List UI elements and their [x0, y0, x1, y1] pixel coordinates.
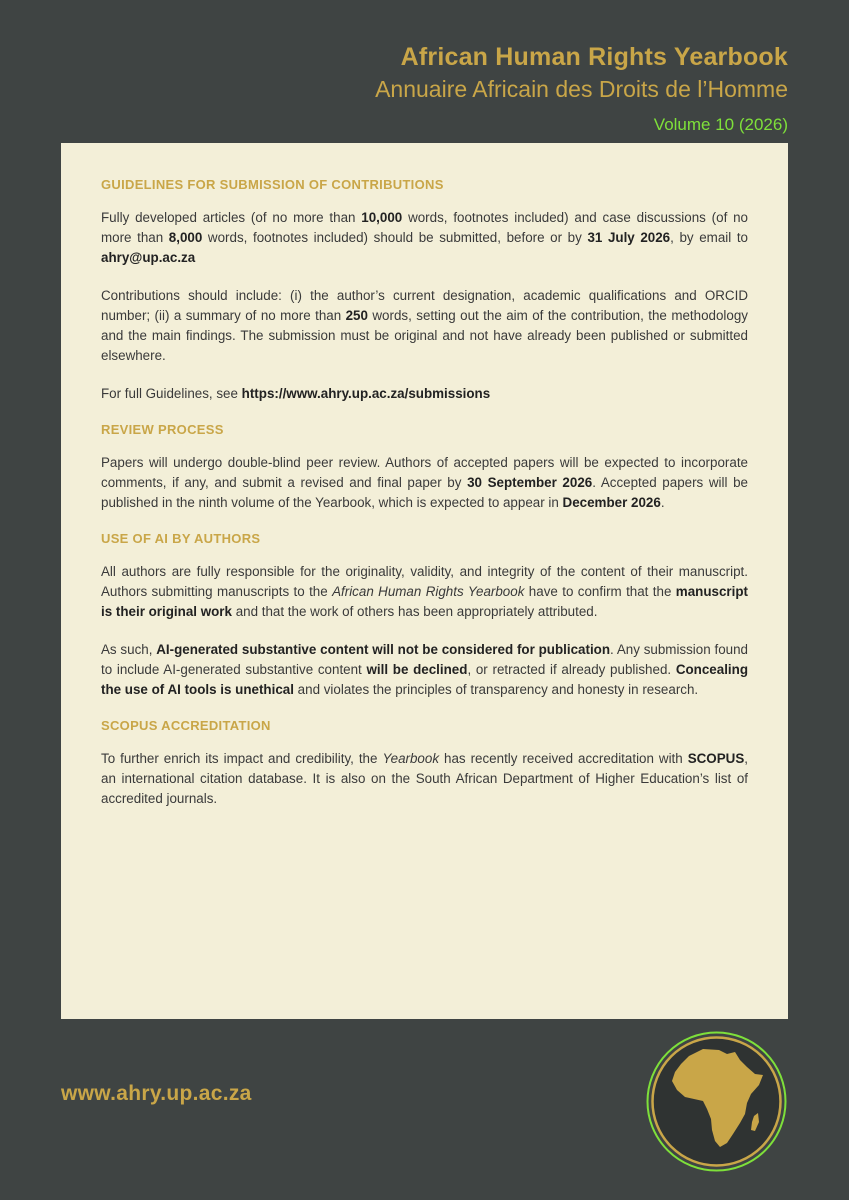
- submissions-link[interactable]: https://www.ahry.up.ac.za/submissions: [241, 386, 491, 401]
- guidelines-paragraph-1: Fully developed articles (of no more than 10,000 words, footnotes included) and case discussions (of no more than 8,000 words, footnotes included) should be submitted, before or by 31 July 2026, by email to ahry@up.ac.za: [101, 210, 748, 265]
- scopus-paragraph: To further enrich its impact and credibility, the Yearbook has recently received accreditation with SCOPUS, an international citation database. It is also on the South African Department of Higher Education’s list of accredited journals.: [101, 751, 748, 806]
- guidelines-paragraph-2: Contributions should include: (i) the author’s current designation, academic qualifications and ORCID number; (ii) a summary of no more than 250 words, setting out the aim of the contribution, the methodology and the main findings. The submission must be original and not have already been published or submitted elsewhere.: [101, 288, 748, 363]
- ai-paragraph-2: As such, AI-generated substantive content will not be considered for publication. Any submission found to include AI-generated substantive content will be declined, or retracted if already published. Concealing the use of AI tools is unethical and violates the principles of transparency and honesty in research.: [101, 642, 748, 697]
- heading-scopus: SCOPUS ACCREDITATION: [101, 718, 271, 733]
- heading-guidelines: GUIDELINES FOR SUBMISSION OF CONTRIBUTIONS: [101, 177, 444, 192]
- footer-website-link[interactable]: www.ahry.up.ac.za: [61, 1082, 252, 1105]
- guidelines-paragraph-3: For full Guidelines, see https://www.ahry.up.ac.za/submissions: [101, 386, 491, 401]
- volume-label: Volume 10 (2026): [653, 115, 788, 134]
- page-header: [375, 40, 788, 137]
- heading-ai: USE OF AI BY AUTHORS: [101, 531, 261, 546]
- email-link[interactable]: ahry@up.ac.za: [101, 250, 196, 265]
- africa-map-logo-icon: [645, 1030, 788, 1173]
- review-paragraph: Papers will undergo double-blind peer review. Authors of accepted papers will be expected to incorporate comments, if any, and submit a revised and final paper by 30 September 2026. Accepted papers will be published in the ninth volume of the Yearbook, which is expected to appear in December 2026.: [101, 455, 748, 510]
- ai-paragraph-1: All authors are fully responsible for the originality, validity, and integrity of the content of their manuscript. Authors submitting manuscripts to the African Human Rights Yearbook have to confirm that the manuscript is their original work and that the work of others has been appropriately attributed.: [101, 564, 748, 619]
- title-english: African Human Rights Yearbook: [400, 43, 788, 71]
- title-french: Annuaire Africain des Droits de l’Homme: [375, 76, 788, 102]
- heading-review: REVIEW PROCESS: [101, 422, 224, 437]
- content-panel: [61, 143, 788, 1019]
